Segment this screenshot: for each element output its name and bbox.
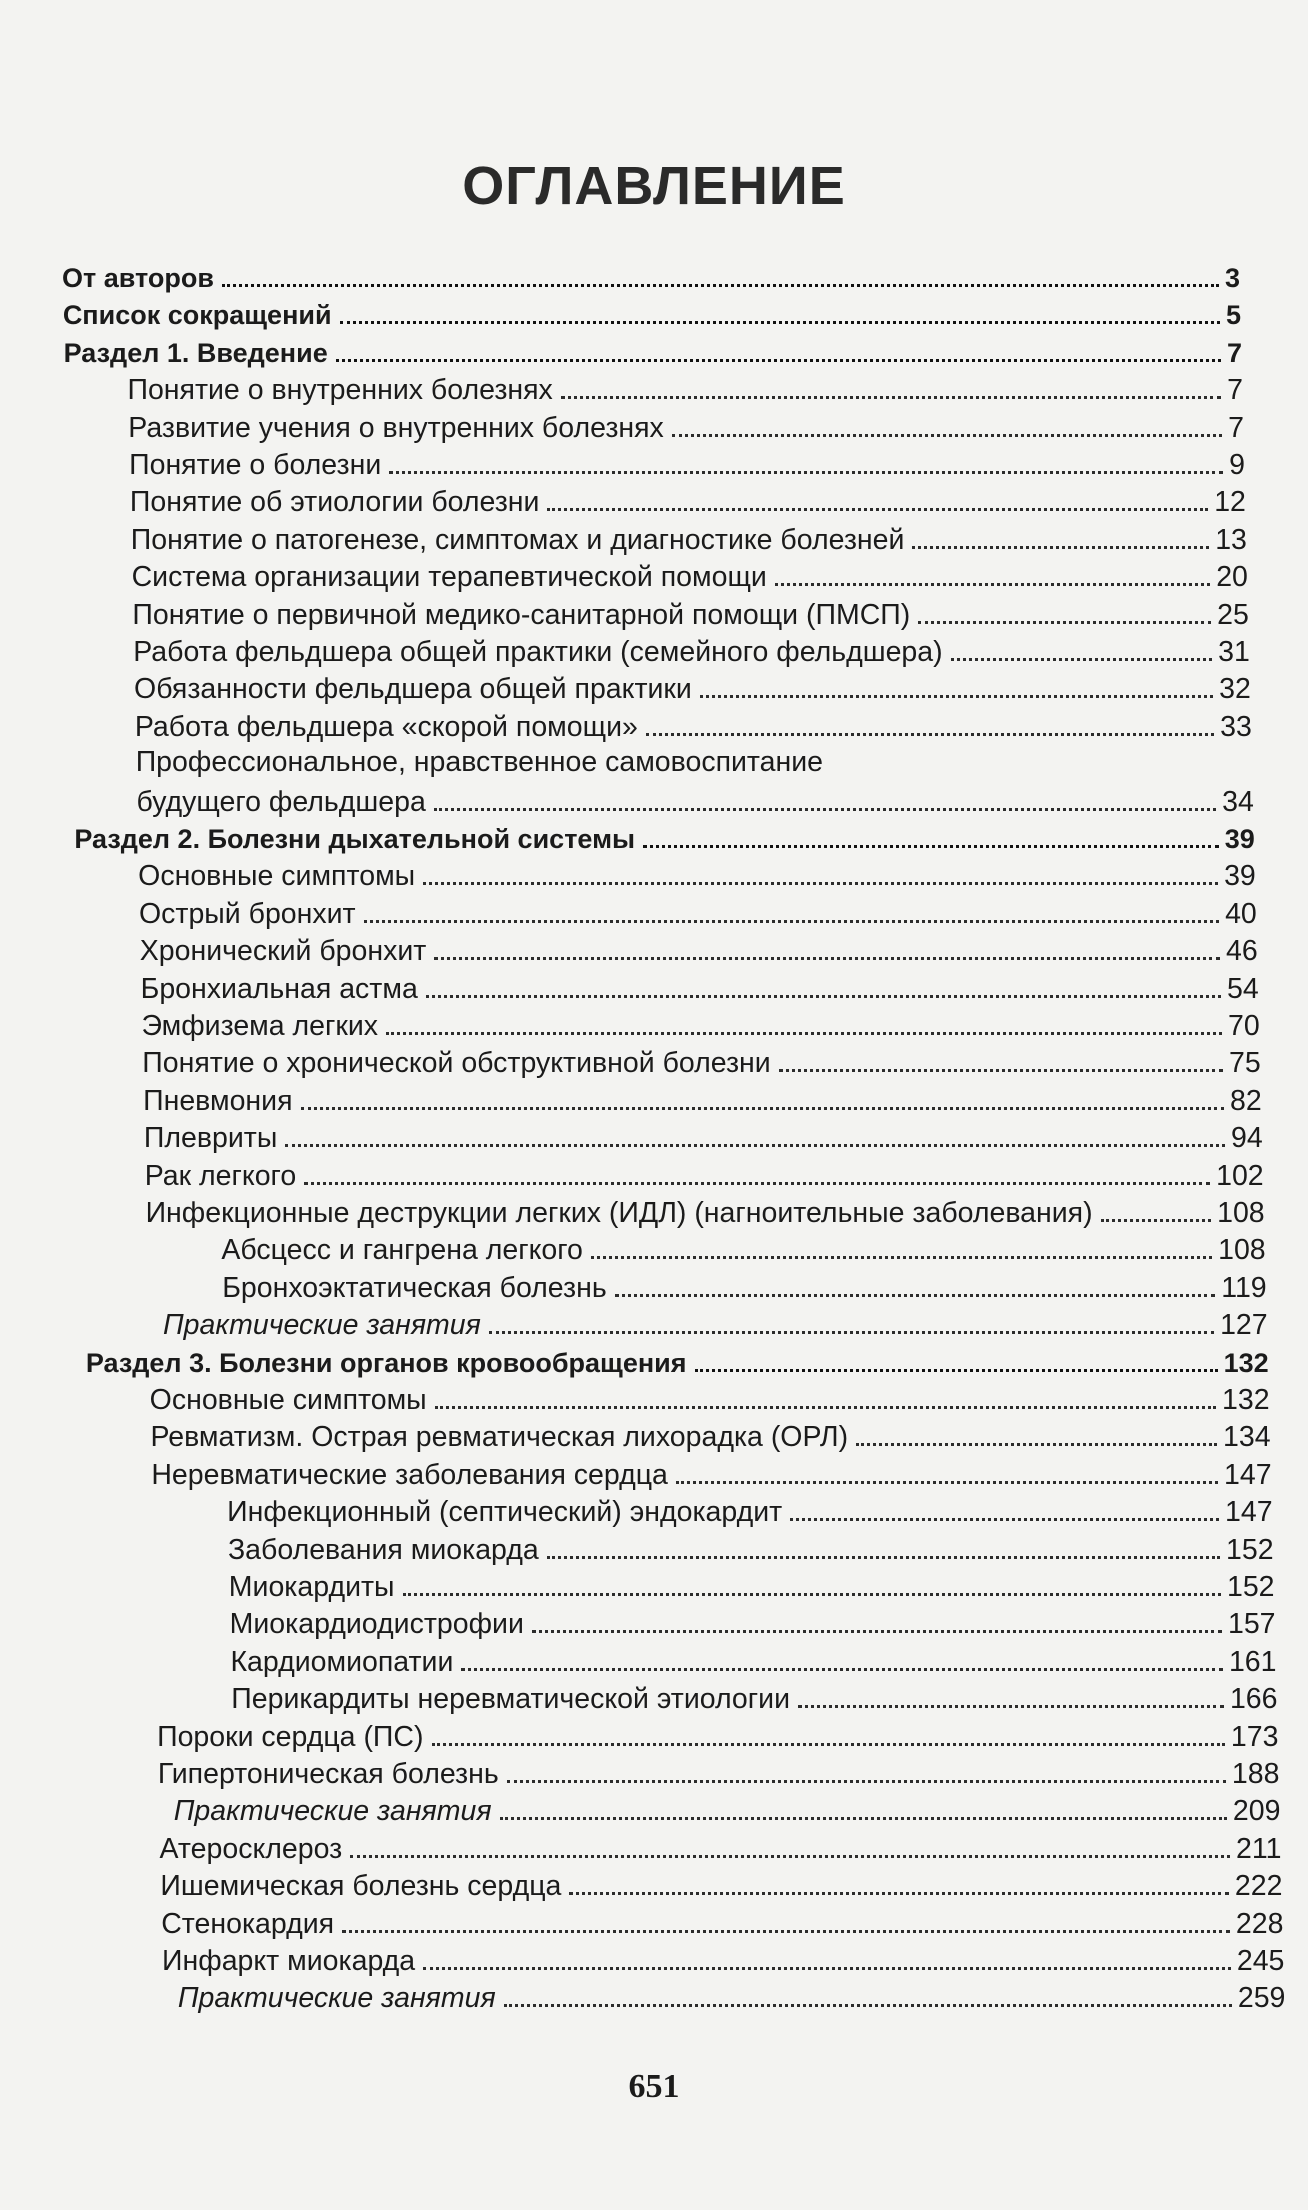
toc-entry-text: Понятие о хронической обструктивной болезни — [142, 1047, 771, 1080]
toc-entry[interactable] — [230, 1639, 1276, 1679]
toc-entry-page: 245 — [1236, 1945, 1285, 1977]
toc-entry-page: 7 — [1228, 411, 1244, 444]
toc-entry-text: Острый бронхит — [138, 897, 356, 930]
dot-leader — [364, 920, 1219, 923]
dot-leader — [285, 1144, 1225, 1147]
dot-leader — [951, 658, 1213, 661]
toc-entry-page: 13 — [1215, 523, 1247, 556]
toc-entry-page: 39 — [1224, 824, 1255, 854]
toc-entry-text: Понятие об этиологии болезни — [129, 486, 540, 519]
toc-section[interactable] — [63, 292, 1241, 332]
toc-entry-text: Понятие о первичной медико-санитарной помощи (ПМСП) — [132, 598, 911, 631]
toc-entry-page: 32 — [1219, 673, 1251, 706]
toc-entry-text: Раздел 1. Введение — [63, 337, 328, 368]
toc-entry[interactable] — [132, 592, 1248, 632]
toc-entry-text: Бронхоэктатическая болезнь — [222, 1271, 607, 1304]
toc-entry-page: 173 — [1230, 1720, 1279, 1753]
dot-leader — [304, 1182, 1210, 1185]
page-number: 651 — [628, 2068, 680, 2105]
dot-leader — [695, 1369, 1218, 1372]
toc-entry-text: Основные симптомы — [149, 1384, 427, 1416]
dot-leader — [434, 957, 1220, 960]
toc-entry-page: 166 — [1229, 1683, 1278, 1716]
toc-entry-text: Стенокардия — [161, 1907, 335, 1940]
toc-entry-page: 75 — [1229, 1047, 1261, 1080]
toc-entry-text: Практические занятия — [163, 1309, 481, 1342]
toc-entry-page: 211 — [1236, 1832, 1282, 1865]
toc-entry[interactable] — [134, 666, 1251, 706]
dot-leader — [426, 995, 1221, 998]
dot-leader — [775, 583, 1210, 586]
dot-leader — [423, 882, 1218, 885]
toc-entry-text: Система организации терапевтической помощи — [131, 561, 767, 594]
toc-entry-text: Миокардиодистрофии — [229, 1608, 524, 1641]
toc-entry-text: Понятие о внутренних болезнях — [127, 374, 553, 407]
toc-entry-text: Инфаркт миокарда — [162, 1945, 416, 1977]
toc-entry-text: Пороки сердца (ПС) — [157, 1720, 424, 1753]
toc-entry-page: 5 — [1225, 300, 1241, 331]
toc-entry-text: Заболевания миокарда — [227, 1533, 539, 1566]
dot-leader — [301, 1107, 1224, 1110]
toc-entry-text: Работа фельдшера «скорой помощи» — [134, 710, 638, 743]
toc-entry-page: 40 — [1225, 897, 1257, 930]
toc-entry-page: 222 — [1234, 1870, 1283, 1903]
toc-section[interactable] — [62, 255, 1240, 295]
toc-entry[interactable] — [137, 779, 1254, 819]
dot-leader — [798, 1705, 1224, 1708]
dot-leader — [547, 508, 1208, 511]
dot-leader — [340, 321, 1220, 324]
dot-leader — [507, 1780, 1226, 1783]
toc-entry-page: 147 — [1224, 1458, 1272, 1491]
toc-entry[interactable] — [162, 1938, 1284, 1978]
toc-entry-page: 12 — [1214, 486, 1246, 519]
toc-entry-page: 102 — [1216, 1159, 1264, 1192]
toc-entry-page: 152 — [1226, 1571, 1275, 1603]
toc-entry[interactable] — [128, 405, 1244, 445]
toc-entry[interactable] — [144, 1115, 1263, 1155]
toc-entry-text: Гипертоническая болезнь — [157, 1758, 499, 1790]
toc-entry-text: Абсцесс и гангрена легкого — [221, 1234, 583, 1267]
dot-leader — [643, 845, 1219, 848]
toc-entry[interactable] — [150, 1377, 1270, 1417]
toc-entry-text: Хронический бронхит — [139, 935, 427, 968]
toc-entry-text: Рак легкого — [144, 1159, 297, 1192]
toc-entry-page: 132 — [1222, 1384, 1270, 1416]
toc-entry-page: 82 — [1230, 1084, 1262, 1117]
toc-entry-text: Неревматические заболевания сердца — [151, 1458, 668, 1491]
toc-entry-page: 209 — [1232, 1795, 1281, 1828]
toc-entry[interactable] — [229, 1564, 1275, 1604]
toc-entry[interactable] — [141, 966, 1259, 1006]
toc-entry-text: Пневмония — [143, 1084, 293, 1117]
toc-entry-page: 33 — [1220, 710, 1252, 743]
dot-leader — [336, 359, 1221, 362]
toc-entry-page: 31 — [1218, 636, 1250, 668]
toc-entry-text: Работа фельдшера общей практики (семейного фельдшера) — [133, 636, 943, 668]
toc-entry-page: 108 — [1218, 1234, 1266, 1267]
dot-leader — [912, 546, 1209, 549]
dot-leader — [403, 1593, 1221, 1596]
toc-entry-page: 34 — [1222, 785, 1254, 818]
toc-entry-text: Раздел 3. Болезни органов кровообращения — [85, 1347, 687, 1378]
toc-entry-page: 152 — [1226, 1533, 1274, 1566]
page-title: ОГЛАВЛЕНИЕ — [462, 156, 846, 216]
toc-entry-page: 132 — [1223, 1347, 1269, 1378]
toc-entry-text: Перикардиты неревматической этиологии — [231, 1683, 790, 1716]
dot-leader — [532, 1630, 1222, 1633]
toc-entry-page: 157 — [1227, 1608, 1276, 1641]
toc-entry-text: Ишемическая болезнь сердца — [160, 1870, 562, 1903]
dot-leader — [561, 396, 1221, 399]
dot-leader — [500, 1817, 1227, 1820]
toc-entry-text: Список сокращений — [62, 300, 332, 331]
dot-leader — [434, 808, 1216, 811]
toc-entry-text: Раздел 2. Болезни дыхательной системы — [74, 824, 636, 854]
toc-entry-page: 7 — [1227, 374, 1243, 407]
toc-entry[interactable] — [143, 1078, 1262, 1118]
toc-entry[interactable] — [140, 928, 1258, 968]
toc-entry[interactable] — [228, 1527, 1274, 1567]
toc-entry[interactable] — [141, 1003, 1259, 1043]
toc-entry[interactable] — [160, 1863, 1282, 1903]
dot-leader — [779, 1069, 1223, 1072]
toc-entry-page: 20 — [1216, 561, 1248, 594]
dot-leader — [350, 1855, 1230, 1858]
dot-leader — [676, 1481, 1218, 1484]
toc-entry-page: 39 — [1224, 860, 1256, 893]
toc-entry-page: 94 — [1231, 1122, 1263, 1155]
toc-entry[interactable] — [133, 629, 1250, 669]
toc-entry[interactable] — [132, 554, 1248, 594]
toc-entry-page: 46 — [1226, 935, 1258, 968]
dot-leader — [504, 2004, 1232, 2007]
toc-entry-text: Кардиомиопатии — [230, 1645, 454, 1678]
toc-entry[interactable] — [130, 479, 1246, 519]
toc-entry-page: 7 — [1226, 337, 1242, 368]
toc-entry-page: 228 — [1235, 1907, 1284, 1940]
toc-entry-text: Плевриты — [143, 1122, 278, 1155]
dot-leader — [591, 1256, 1212, 1259]
dot-leader — [435, 1406, 1216, 1409]
dot-leader — [569, 1892, 1228, 1895]
toc-entry[interactable] — [138, 853, 1256, 893]
dot-leader — [1101, 1219, 1212, 1222]
dot-leader — [672, 434, 1222, 437]
toc-entry-text: будущего фельдшера — [136, 785, 426, 818]
toc-entry[interactable] — [158, 1751, 1280, 1791]
toc-entry-text: Практические занятия — [173, 1795, 492, 1828]
toc-entry-page: 134 — [1223, 1421, 1271, 1454]
toc-entry-text: От авторов — [62, 263, 214, 293]
toc-entry[interactable] — [163, 1302, 1268, 1342]
toc-entry[interactable] — [146, 1190, 1265, 1230]
toc-entry-text: Эмфизема легких — [141, 1010, 379, 1042]
dot-leader — [389, 471, 1223, 474]
toc-entry[interactable] — [151, 1414, 1271, 1454]
toc-entry-page: 127 — [1220, 1309, 1268, 1342]
toc-entry-page: 70 — [1228, 1010, 1260, 1042]
dot-leader — [222, 284, 1219, 287]
toc-entry-page: 3 — [1224, 263, 1240, 293]
dot-leader — [461, 1668, 1223, 1671]
toc-entry-text: Обязанности фельдшера общей практики — [134, 673, 692, 706]
dot-leader — [386, 1032, 1222, 1035]
dot-leader — [489, 1331, 1214, 1334]
toc-entry-page: 25 — [1217, 598, 1249, 631]
toc-entry[interactable] — [222, 1265, 1266, 1305]
toc-entry[interactable] — [139, 891, 1257, 931]
toc-entry[interactable] — [129, 442, 1245, 482]
toc-entry-text: Инфекционный (септический) эндокардит — [227, 1496, 783, 1529]
dot-leader — [342, 1930, 1230, 1933]
toc-entry[interactable] — [145, 1153, 1264, 1193]
toc-entry[interactable] — [174, 1788, 1281, 1828]
dot-leader — [646, 733, 1214, 736]
toc-entry-text: Миокардиты — [228, 1571, 395, 1603]
toc-entry-text: Инфекционные деструкции легких (ИДЛ) (нагноительные заболевания) — [145, 1197, 1093, 1229]
dot-leader — [856, 1443, 1217, 1446]
toc-entry[interactable] — [151, 1452, 1271, 1492]
toc-entry-page: 9 — [1229, 449, 1245, 481]
toc-entry[interactable] — [142, 1040, 1260, 1080]
toc-section[interactable] — [86, 1340, 1269, 1380]
toc-entry-text: Понятие о патогенезе, симптомах и диагностике болезней — [130, 523, 905, 556]
toc-entry[interactable] — [178, 1975, 1286, 2015]
toc-entry-page: 161 — [1228, 1645, 1277, 1678]
toc-entry-page: 188 — [1231, 1758, 1280, 1790]
toc-entry-page: 54 — [1227, 972, 1259, 1005]
toc-entry[interactable] — [231, 1676, 1277, 1716]
toc-entry-text: Ревматизм. Острая ревматическая лихорадка (ОРЛ) — [150, 1421, 849, 1454]
toc-entry[interactable] — [227, 1489, 1272, 1529]
dot-leader — [700, 695, 1213, 698]
toc-entry[interactable] — [131, 517, 1247, 557]
toc-entry[interactable] — [127, 367, 1242, 407]
toc-entry-text: Практические занятия — [177, 1982, 496, 2015]
dot-leader — [918, 621, 1211, 624]
toc-entry-page: 147 — [1225, 1496, 1273, 1529]
dot-leader — [547, 1556, 1220, 1559]
toc-entry-page: 119 — [1221, 1271, 1267, 1304]
toc-entry-text-line1: Профессиональное, нравственное самовоспитание — [135, 746, 824, 779]
toc-entry[interactable] — [160, 1826, 1282, 1866]
toc-entry[interactable] — [221, 1227, 1265, 1267]
dot-leader — [790, 1518, 1219, 1521]
toc-section[interactable] — [64, 330, 1242, 370]
dot-leader — [423, 1967, 1231, 1970]
dot-leader — [615, 1294, 1216, 1297]
toc-entry-text: Бронхиальная астма — [140, 972, 418, 1005]
toc-entry-page: 259 — [1237, 1982, 1286, 2015]
toc-entry-text: Атеросклероз — [159, 1832, 343, 1865]
toc-entry-text: Развитие учения о внутренних болезнях — [128, 411, 664, 444]
dot-leader — [432, 1743, 1225, 1746]
toc-entry[interactable] — [161, 1901, 1283, 1941]
toc-section[interactable] — [74, 816, 1254, 856]
toc-entry-text: Понятие о болезни — [129, 449, 382, 481]
toc-entry[interactable] — [135, 704, 1252, 744]
toc-entry-text: Основные симптомы — [138, 860, 416, 893]
toc-entry-page: 108 — [1217, 1197, 1265, 1229]
toc-entry[interactable] — [230, 1601, 1276, 1641]
toc-entry[interactable] — [157, 1714, 1278, 1754]
